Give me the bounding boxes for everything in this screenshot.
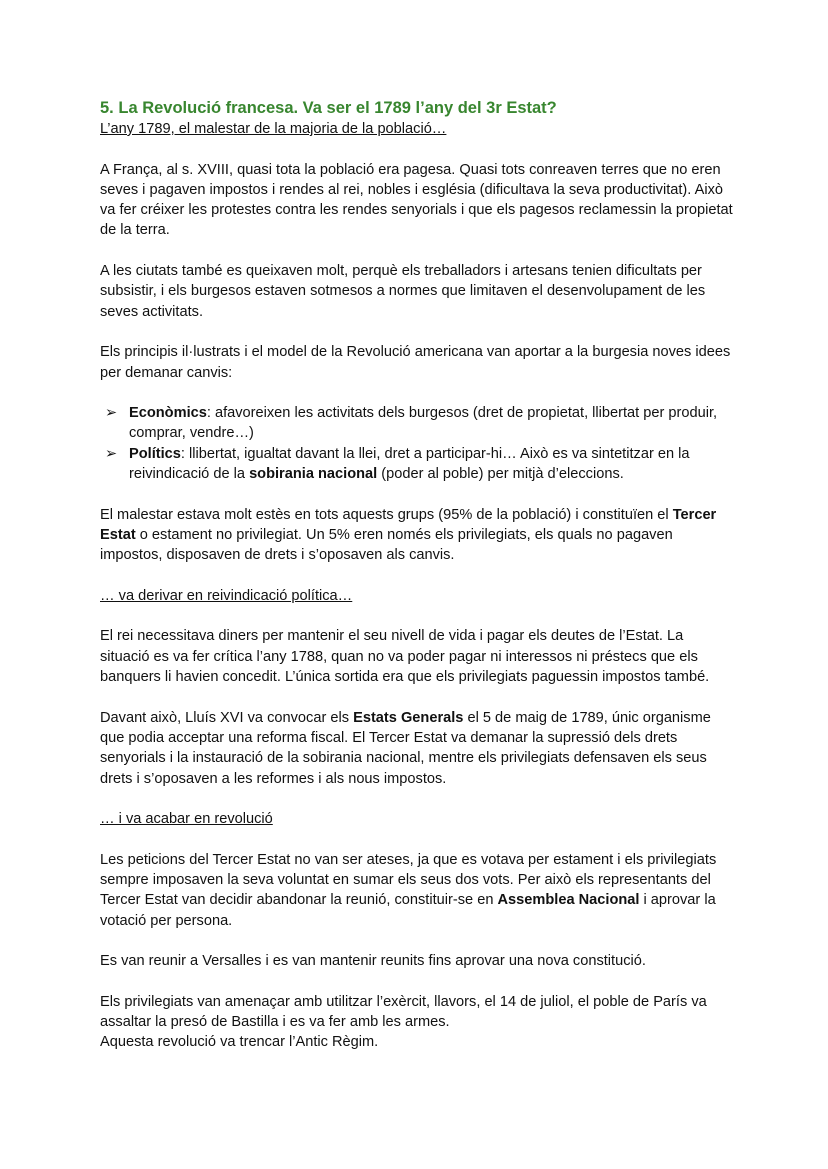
paragraph-7-end: i aprovar la votació per persona. bbox=[100, 892, 716, 929]
paragraph-9: Els privilegiats van amenaçar amb utilitzar l’exèrcit, llavors, el 14 de juliol, el poble de París va assaltar la presó de Bastilla i es va fer amb les armes. bbox=[100, 993, 707, 1031]
list-item-economics-label: Econòmics bbox=[129, 405, 207, 422]
paragraph-4-emphasis: Tercer Estat bbox=[100, 506, 717, 543]
section-heading-2: … va derivar en reivindicació política… bbox=[100, 587, 353, 604]
list-item-politics-text-end: (poder al poble) per mitjà d’eleccions. bbox=[377, 466, 624, 483]
paragraph-5: El rei necessitava diners per mantenir el seu nivell de vida i pagar els deutes de l’Estat. La situació es va fer crítica l’any 1788, quan no va poder pagar ni interessos ni préstecs que els banquers li havien concedit. L’única sortida era que els privilegiats paguessin impostos també. bbox=[100, 628, 710, 686]
section-heading-1: L’any 1789, el malestar de la majoria de la població… bbox=[100, 121, 447, 137]
paragraph-10: Aquesta revolució va trencar l’Antic Règim. bbox=[100, 1034, 379, 1051]
page-title bbox=[100, 98, 736, 119]
paragraph-7-emphasis: Assemblea Nacional bbox=[497, 892, 640, 909]
list-item-politics-label: Polítics bbox=[129, 445, 181, 462]
paragraph-6 bbox=[100, 708, 736, 789]
ideas-list bbox=[100, 403, 736, 484]
paragraph-1: A França, al s. XVIII, quasi tota la població era pagesa. Quasi tots conreaven terres que no eren seves i pagaven impostos i rendes al rei, nobles i església (dificultava la seva productivitat). Això va fer créixer les protestes contra les rendes senyorials i que els pagesos reclamessin la propietat de la terra. bbox=[100, 161, 733, 239]
paragraph-2: A les ciutats també es queixaven molt, perquè els treballadors i artesans tenien dificultats per subsistir, i els burgesos estaven sotmesos a normes que limitaven el desenvolupament de les seves activitats. bbox=[100, 263, 706, 320]
list-item-politics bbox=[100, 444, 736, 485]
paragraph-6-end: el 5 de maig de 1789, únic organisme que podia acceptar una reforma fiscal. El Tercer Estat va demanar la supressió dels drets senyorials i la instauració de la sobirania nacional, mentre els privilegiats defensaven els seus drets i s’oposaven a les reformes i als nous impostos. bbox=[100, 709, 711, 787]
arrow-bullet-icon: ➢ bbox=[105, 405, 118, 422]
list-item-economics bbox=[100, 403, 736, 444]
list-item-economics-text: : afavoreixen les activitats dels burgesos (dret de propietat, llibertat per produir, comprar, vendre…) bbox=[129, 405, 718, 442]
paragraph-8: Es van reunir a Versalles i es van mantenir reunits fins aprovar una nova constitució. bbox=[100, 953, 646, 970]
title-text: La Revolució francesa. Va ser el 1789 l’any del 3r Estat? bbox=[118, 99, 557, 117]
paragraph-7-start: Les peticions del Tercer Estat no van ser ateses, ja que es votava per estament i els privilegiats sempre imposaven la seva voluntat en sumar els seus dos vots. Per això els representants del Tercer Estat van decidir abandonar la reunió, constituir-se en bbox=[100, 851, 717, 909]
section-heading-3: … i va acabar en revolució bbox=[100, 811, 273, 828]
arrow-bullet-icon: ➢ bbox=[105, 445, 118, 462]
paragraph-3: Els principis il·lustrats i el model de la Revolució americana van aportar a la burgesia noves idees per demanar canvis: bbox=[100, 344, 731, 381]
paragraph-6-start: Davant això, Lluís XVI va convocar els bbox=[100, 709, 354, 726]
paragraph-7 bbox=[100, 850, 736, 931]
list-item-politics-emphasis: sobirania nacional bbox=[249, 466, 378, 483]
title-number: 5. bbox=[100, 99, 114, 117]
list-item-politics-text: : llibertat, igualtat davant la llei, dret a participar-hi… Això es va sintetitzar en la reivindicació de la bbox=[129, 445, 690, 483]
paragraph-4 bbox=[100, 505, 736, 566]
document-page bbox=[100, 98, 736, 1053]
paragraph-6-emphasis: Estats Generals bbox=[353, 709, 464, 726]
paragraph-4-end: o estament no privilegiat. Un 5% eren només els privilegiats, els quals no pagaven impostos, disposaven de drets i s’oposaven als canvis. bbox=[100, 526, 673, 564]
paragraph-4-start: El malestar estava molt estès en tots aquests grups (95% de la població) i constituïen el bbox=[100, 506, 673, 523]
